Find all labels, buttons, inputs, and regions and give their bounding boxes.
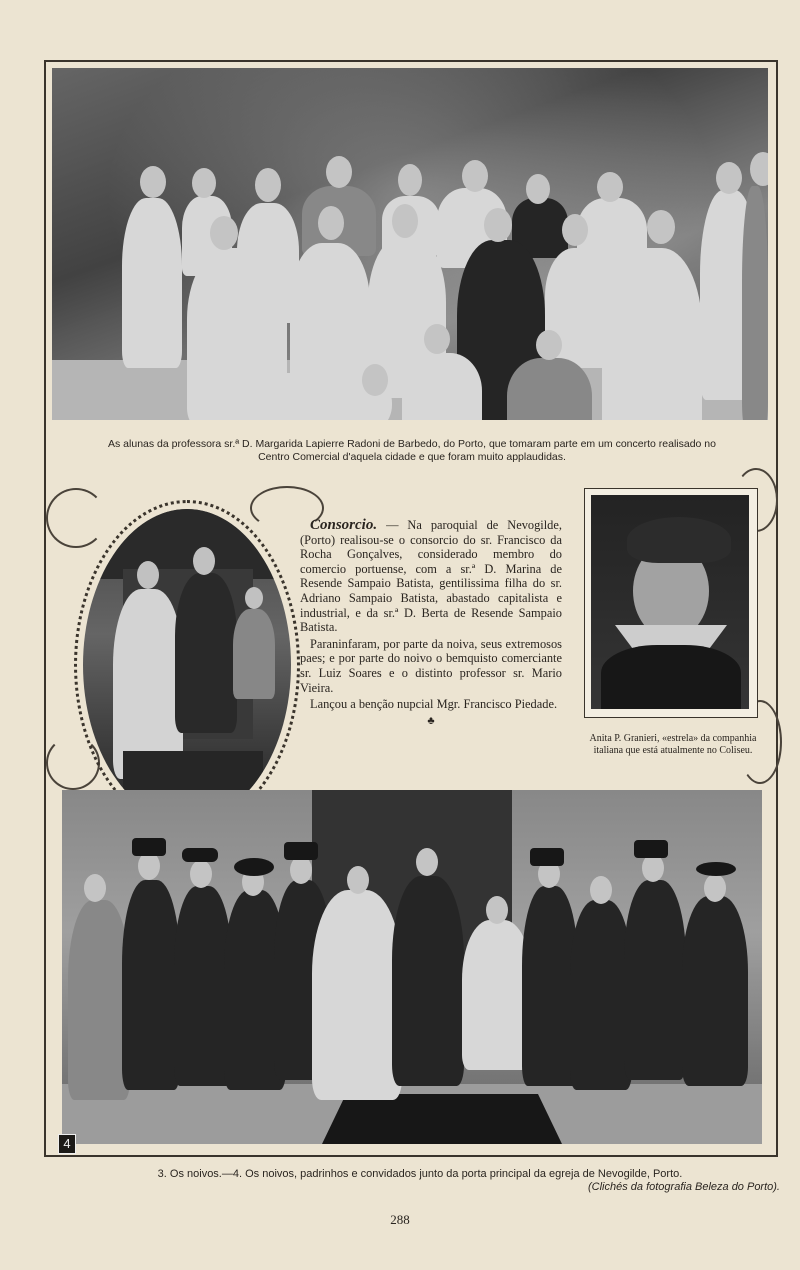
anita-granieri-portrait xyxy=(591,495,749,709)
article-title: Consorcio. xyxy=(310,517,378,533)
newlyweds-oval-photo xyxy=(74,500,300,830)
article-paragraph-1 xyxy=(300,518,562,635)
page-number: 288 xyxy=(390,1212,410,1227)
photo-number-4: 4 xyxy=(58,1134,76,1154)
photo-credit: (Clichés da fotografia Beleza do Porto). xyxy=(588,1181,780,1193)
article-end-mark: ♣ xyxy=(427,714,435,727)
portrait-caption: Anita P. Granieri, «estrela» da companhia italiana que está atualmente no Coliseu. xyxy=(589,733,757,756)
wedding-party-photo xyxy=(62,790,762,1144)
consorcio-article xyxy=(300,518,562,728)
wedding-photo-caption: 3. Os noivos.—4. Os noivos, padrinhos e convidados junto da porta principal da egreja de Nevogilde, Porto. xyxy=(157,1168,683,1180)
students-group-photo xyxy=(52,68,768,420)
article-paragraph-3: Lançou a benção nupcial Mgr. Francisco Piedade. xyxy=(310,697,558,712)
article-paragraph-2: Paraninfaram, por parte da noiva, seus extremosos paes; e por parte do noivo o bemquisto comerciante sr. Luiz Soares e o distinto professor sr. Mario Vieira. xyxy=(300,636,562,695)
article-paragraph-1-text: — Na paroquial de Nevogilde, (Porto) realisou-se o consorcio do sr. Francisco da Rocha Gonçalves, considerado membro do comercio portuense, com a sr.ª D. Marina de Resende Sampaio Batista, gentilissima filha do sr. Adriano Sampaio Batista, abastado capitalista e industrial, e da sr.ª D. Berta de Resende Sampaio Batista. xyxy=(300,518,562,635)
portrait-frame xyxy=(584,488,758,718)
students-photo-caption: As alunas da professora sr.ª D. Margarida Lapierre Radoni de Barbedo, do Porto, que tomaram parte em um concerto realisado no Centro Comercial d'aquela cidade e que foram muito applaudidas. xyxy=(108,438,716,463)
